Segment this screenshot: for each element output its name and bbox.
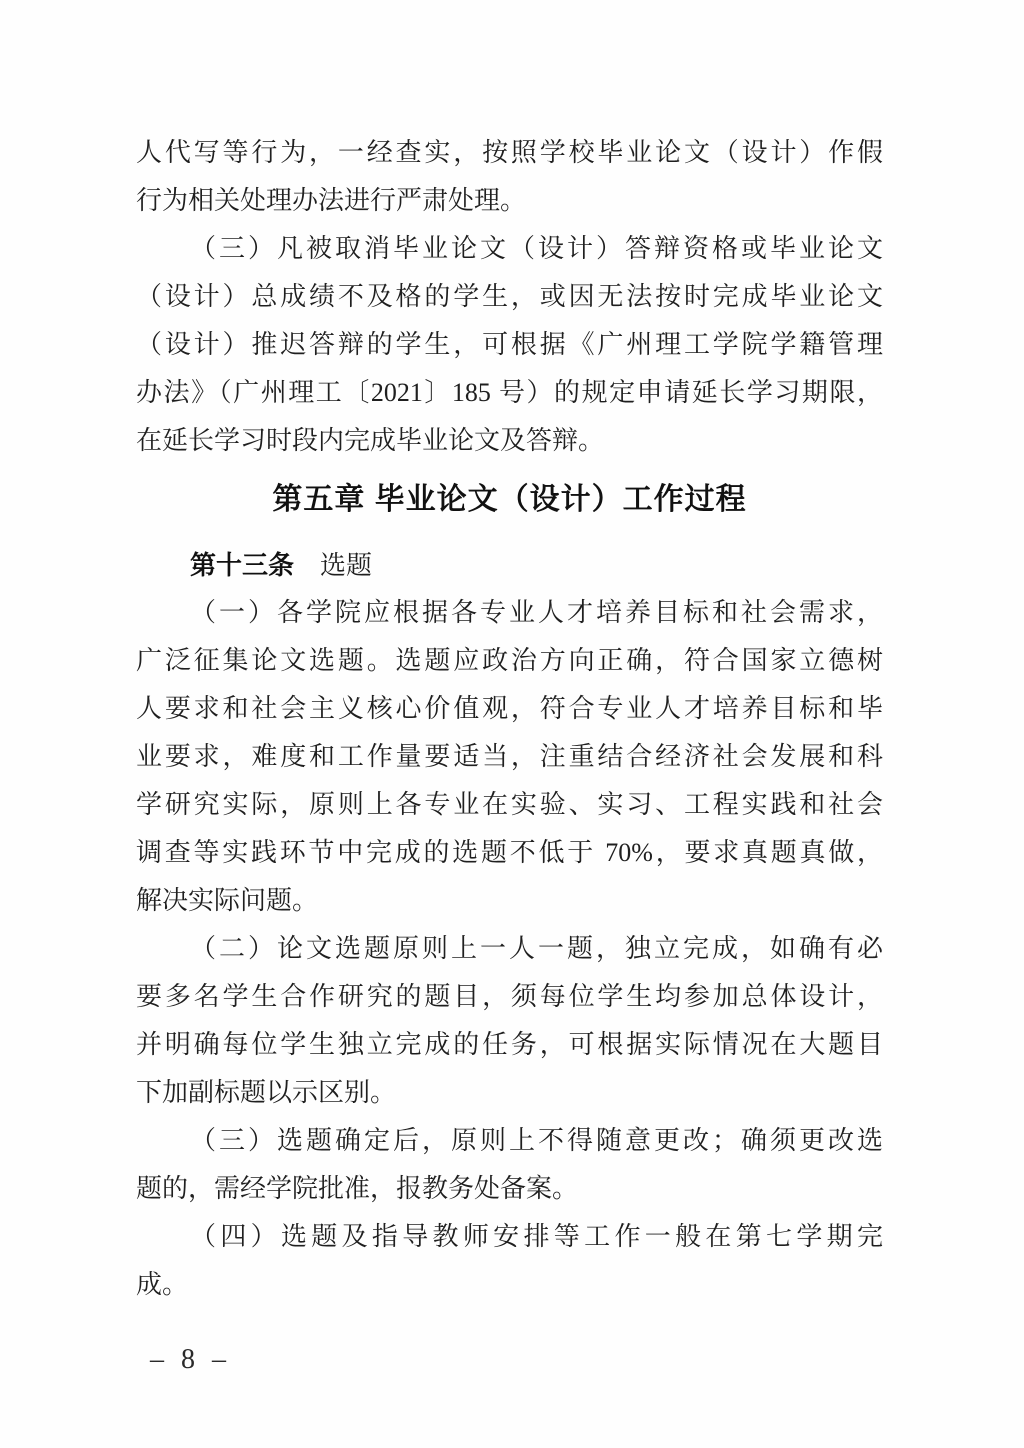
text-run: （一）各学院应根据各专业人才培养目标和社会需求， — [190, 598, 883, 627]
text-line — [136, 733, 883, 781]
text-run: （四）选题及指导教师安排等工作一般在第七学期完 — [190, 1222, 883, 1251]
bold-text-run: 第十三条 — [190, 550, 295, 580]
text-run: （三）选题确定后，原则上不得随意更改；确须更改选 — [190, 1126, 883, 1155]
text-line — [136, 1021, 883, 1069]
text-run: 选题 — [294, 551, 373, 580]
document-body — [136, 129, 883, 1309]
text-run: 学研究实际，原则上各专业在实验、实习、工程实践和社会 — [136, 790, 883, 819]
text-line — [136, 129, 883, 177]
text-run: （三）凡被取消毕业论文（设计）答辩资格或毕业论文 — [190, 234, 883, 263]
text-run: 人要求和社会主义核心价值观，符合专业人才培养目标和毕 — [136, 694, 883, 723]
text-line — [136, 925, 883, 973]
text-run: 解决实际问题。 — [136, 886, 319, 915]
bold-text-run: 第五章 毕业论文（设计）工作过程 — [272, 483, 747, 516]
text-run: 行为相关处理办法进行严肃处理。 — [136, 186, 527, 215]
text-line — [136, 369, 883, 417]
text-run: 并明确每位学生独立完成的任务，可根据实际情况在大题目 — [136, 1030, 883, 1059]
page-number: – 8 – — [150, 1344, 231, 1375]
text-run: 在延长学习时段内完成毕业论文及答辩。 — [136, 426, 605, 455]
text-run: 广泛征集论文选题。选题应政治方向正确，符合国家立德树 — [136, 646, 883, 675]
text-line — [136, 781, 883, 829]
text-run: 人代写等行为，一经查实，按照学校毕业论文（设计）作假 — [136, 138, 883, 167]
text-run: （二）论文选题原则上一人一题，独立完成，如确有必 — [190, 934, 883, 963]
text-line — [136, 685, 883, 733]
text-run: 业要求，难度和工作量要适当，注重结合经济社会发展和科 — [136, 742, 883, 771]
text-line — [136, 829, 883, 877]
text-line — [136, 877, 883, 925]
text-line — [136, 321, 883, 369]
text-run: 题的，需经学院批准，报教务处备案。 — [136, 1174, 579, 1203]
text-line — [136, 1165, 883, 1213]
text-run: 成。 — [136, 1270, 189, 1299]
chapter-heading — [136, 476, 883, 524]
text-line — [136, 1213, 883, 1261]
text-line — [136, 177, 883, 225]
text-line — [136, 1117, 883, 1165]
text-line — [136, 541, 883, 589]
text-run: 要多名学生合作研究的题目，须每位学生均参加总体设计， — [136, 982, 883, 1011]
text-line — [136, 225, 883, 273]
text-line — [136, 273, 883, 321]
text-run: 调查等实践环节中完成的选题不低于 70%，要求真题真做， — [136, 838, 883, 867]
text-line — [136, 417, 883, 465]
text-line — [136, 1261, 883, 1309]
text-line — [136, 973, 883, 1021]
text-run: 下加副标题以示区别。 — [136, 1078, 397, 1107]
text-line — [136, 1069, 883, 1117]
text-run: 办法》（广州理工〔2021〕185 号）的规定申请延长学习期限， — [136, 378, 883, 407]
text-run: （设计）总成绩不及格的学生，或因无法按时完成毕业论文 — [136, 282, 883, 311]
text-run: （设计）推迟答辩的学生，可根据《广州理工学院学籍管理 — [136, 330, 883, 359]
text-line — [136, 637, 883, 685]
text-line — [136, 589, 883, 637]
